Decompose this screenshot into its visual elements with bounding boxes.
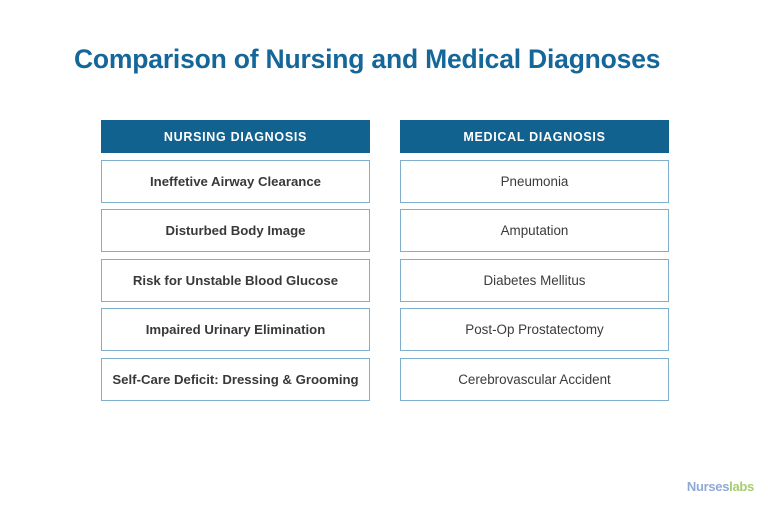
table-cell: Cerebrovascular Accident — [400, 358, 669, 401]
table-cell: Ineffetive Airway Clearance — [101, 160, 370, 203]
table-cell: Impaired Urinary Elimination — [101, 308, 370, 351]
table-cell: Risk for Unstable Blood Glucose — [101, 259, 370, 302]
column-header-nursing-diagnosis: NURSING DIAGNOSIS — [101, 120, 370, 153]
nurseslabs-logo — [687, 480, 754, 493]
comparison-table — [101, 120, 669, 401]
column-nursing-diagnosis — [101, 120, 370, 401]
table-cell: Post-Op Prostatectomy — [400, 308, 669, 351]
column-header-medical-diagnosis: MEDICAL DIAGNOSIS — [400, 120, 669, 153]
table-cell: Pneumonia — [400, 160, 669, 203]
logo-text-secondary: labs — [729, 479, 754, 494]
table-cell: Self-Care Deficit: Dressing & Grooming — [101, 358, 370, 401]
page-title: Comparison of Nursing and Medical Diagnoses — [74, 44, 661, 74]
logo-text-primary: Nurses — [686, 479, 730, 494]
table-cell: Amputation — [400, 209, 669, 252]
table-cell: Diabetes Mellitus — [400, 259, 669, 302]
column-medical-diagnosis — [400, 120, 669, 401]
table-cell: Disturbed Body Image — [101, 209, 370, 252]
